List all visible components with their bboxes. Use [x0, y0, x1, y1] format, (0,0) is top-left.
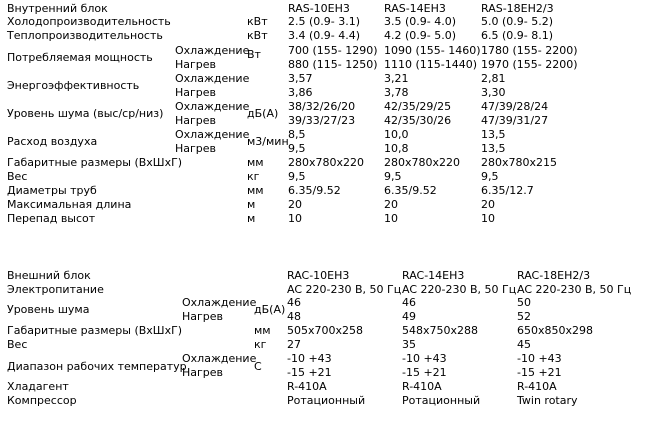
outdoor-value: 46 — [287, 296, 301, 309]
indoor-model-2: RAS-14EH3 — [384, 2, 446, 15]
indoor-row-unit: дБ(А) — [247, 107, 279, 120]
indoor-value: 2,81 — [481, 72, 506, 85]
outdoor-value: AC 220-230 В, 50 Гц — [517, 283, 632, 296]
indoor-value: 1970 (155- 2200) — [481, 58, 578, 71]
indoor-row-unit: мм — [247, 184, 264, 197]
indoor-value: 13,5 — [481, 128, 506, 141]
indoor-row-sub: Нагрев — [175, 86, 217, 99]
indoor-model-3: RAS-18EH2/3 — [481, 2, 554, 15]
indoor-value: 280x780x215 — [481, 156, 558, 169]
indoor-row-label: Расход воздуха — [7, 135, 98, 148]
indoor-value: 10,0 — [384, 128, 409, 141]
outdoor-value: R-410A — [287, 380, 327, 393]
outdoor-value: 35 — [402, 338, 416, 351]
outdoor-row-unit: кг — [254, 338, 267, 351]
indoor-value: 2.5 (0.9- 3.1) — [288, 15, 361, 28]
outdoor-row-label: Уровень шума — [7, 303, 90, 316]
indoor-row-unit: кВт — [247, 15, 268, 28]
indoor-value: 6.35/9.52 — [288, 184, 341, 197]
indoor-row-unit: м — [247, 198, 256, 211]
outdoor-value: Ротационный — [287, 394, 366, 407]
outdoor-value: 50 — [517, 296, 531, 309]
outdoor-model-2: RAC-14EH3 — [402, 269, 465, 282]
indoor-value: 38/32/26/20 — [288, 100, 356, 113]
indoor-value: 3,86 — [288, 86, 313, 99]
indoor-row-label: Габаритные размеры (ВхШхГ) — [7, 156, 183, 169]
indoor-header-label: Внутренний блок — [7, 2, 108, 15]
outdoor-value: -15 +21 — [402, 366, 447, 379]
indoor-row-unit: Вт — [247, 48, 261, 61]
indoor-value: 6.35/12.7 — [481, 184, 534, 197]
indoor-value: 47/39/31/27 — [481, 114, 549, 127]
indoor-value: 39/33/27/23 — [288, 114, 356, 127]
outdoor-value: -10 +43 — [402, 352, 447, 365]
indoor-value: 1780 (155- 2200) — [481, 44, 578, 57]
indoor-value: 700 (155- 1290) — [288, 44, 378, 57]
indoor-value: 13,5 — [481, 142, 506, 155]
indoor-row-unit: кВт — [247, 29, 268, 42]
outdoor-value: 52 — [517, 310, 531, 323]
indoor-value: 9,5 — [288, 142, 306, 155]
indoor-row-label: Диаметры труб — [7, 184, 97, 197]
outdoor-value: R-410A — [517, 380, 557, 393]
outdoor-value: 49 — [402, 310, 416, 323]
outdoor-header-label: Внешний блок — [7, 269, 91, 282]
indoor-value: 880 (115- 1250) — [288, 58, 378, 71]
outdoor-row-unit: мм — [254, 324, 271, 337]
outdoor-row-sub: Охлаждение — [182, 352, 257, 365]
indoor-value: 10,8 — [384, 142, 409, 155]
indoor-row-sub: Нагрев — [175, 58, 217, 71]
outdoor-value: R-410A — [402, 380, 442, 393]
outdoor-value: 45 — [517, 338, 531, 351]
indoor-row-label: Максимальная длина — [7, 198, 132, 211]
indoor-value: 10 — [384, 212, 398, 225]
indoor-value: 9,5 — [481, 170, 499, 183]
indoor-row-unit: м — [247, 212, 256, 225]
outdoor-value: Twin rotary — [517, 394, 578, 407]
indoor-value: 42/35/30/26 — [384, 114, 452, 127]
indoor-row-sub: Охлаждение — [175, 72, 250, 85]
indoor-row-label: Вес — [7, 170, 28, 183]
indoor-value: 20 — [288, 198, 302, 211]
outdoor-row-label: Габаритные размеры (ВхШхГ) — [7, 324, 183, 337]
outdoor-row-label: Диапазон рабочих температур — [7, 360, 187, 373]
outdoor-value: AC 220-230 В, 50 Гц — [402, 283, 517, 296]
outdoor-value: 548x750x288 — [402, 324, 479, 337]
indoor-value: 10 — [481, 212, 495, 225]
indoor-value: 9,5 — [384, 170, 402, 183]
indoor-value: 280x780x220 — [384, 156, 461, 169]
indoor-row-sub: Охлаждение — [175, 44, 250, 57]
indoor-row-label: Теплопроизводительность — [7, 29, 163, 42]
outdoor-value: -10 +43 — [517, 352, 562, 365]
indoor-value: 5.0 (0.9- 5.2) — [481, 15, 554, 28]
indoor-value: 10 — [288, 212, 302, 225]
outdoor-row-label: Хладагент — [7, 380, 69, 393]
indoor-row-label: Потребляемая мощность — [7, 51, 153, 64]
outdoor-value: 27 — [287, 338, 301, 351]
indoor-value: 1110 (115-1440) — [384, 58, 478, 71]
outdoor-value: Ротационный — [402, 394, 481, 407]
indoor-value: 3.4 (0.9- 4.4) — [288, 29, 361, 42]
outdoor-value: -15 +21 — [287, 366, 332, 379]
outdoor-row-sub: Нагрев — [182, 310, 224, 323]
indoor-row-unit: м3/мин — [247, 135, 289, 148]
indoor-row-label: Энергоэффективность — [7, 79, 140, 92]
indoor-row-unit: мм — [247, 156, 264, 169]
outdoor-model-3: RAC-18EH2/3 — [517, 269, 591, 282]
indoor-row-label: Холодопроизводительность — [7, 15, 171, 28]
indoor-value: 280x780x220 — [288, 156, 365, 169]
indoor-value: 3,21 — [384, 72, 409, 85]
indoor-row-label: Перепад высот — [7, 212, 96, 225]
outdoor-row-label: Электропитание — [7, 283, 104, 296]
indoor-value: 3,30 — [481, 86, 506, 99]
outdoor-value: -10 +43 — [287, 352, 332, 365]
outdoor-row-sub: Охлаждение — [182, 296, 257, 309]
indoor-value: 8,5 — [288, 128, 306, 141]
indoor-value: 6.5 (0.9- 8.1) — [481, 29, 554, 42]
indoor-value: 1090 (155- 1460) — [384, 44, 481, 57]
indoor-value: 3,78 — [384, 86, 409, 99]
outdoor-row-label: Компрессор — [7, 394, 77, 407]
outdoor-value: 650x850x298 — [517, 324, 594, 337]
outdoor-row-label: Вес — [7, 338, 28, 351]
indoor-row-sub: Нагрев — [175, 142, 217, 155]
indoor-value: 47/39/28/24 — [481, 100, 549, 113]
outdoor-value: 48 — [287, 310, 301, 323]
indoor-value: 20 — [384, 198, 398, 211]
indoor-row-label: Уровень шума (выс/ср/низ) — [7, 107, 164, 120]
outdoor-value: AC 220-230 В, 50 Гц — [287, 283, 402, 296]
indoor-value: 42/35/29/25 — [384, 100, 452, 113]
indoor-row-sub: Охлаждение — [175, 128, 250, 141]
outdoor-value: -15 +21 — [517, 366, 562, 379]
outdoor-model-1: RAC-10EH3 — [287, 269, 350, 282]
indoor-value: 4.2 (0.9- 5.0) — [384, 29, 457, 42]
indoor-row-sub: Нагрев — [175, 114, 217, 127]
outdoor-row-unit: дБ(А) — [254, 303, 286, 316]
indoor-row-unit: кг — [247, 170, 260, 183]
indoor-value: 20 — [481, 198, 495, 211]
outdoor-row-unit: С — [254, 360, 262, 373]
indoor-row-sub: Охлаждение — [175, 100, 250, 113]
outdoor-value: 46 — [402, 296, 416, 309]
indoor-value: 6.35/9.52 — [384, 184, 437, 197]
outdoor-row-sub: Нагрев — [182, 366, 224, 379]
indoor-value: 9,5 — [288, 170, 306, 183]
outdoor-value: 505x700x258 — [287, 324, 364, 337]
indoor-value: 3,57 — [288, 72, 313, 85]
indoor-model-1: RAS-10EH3 — [288, 2, 350, 15]
indoor-value: 3.5 (0.9- 4.0) — [384, 15, 457, 28]
